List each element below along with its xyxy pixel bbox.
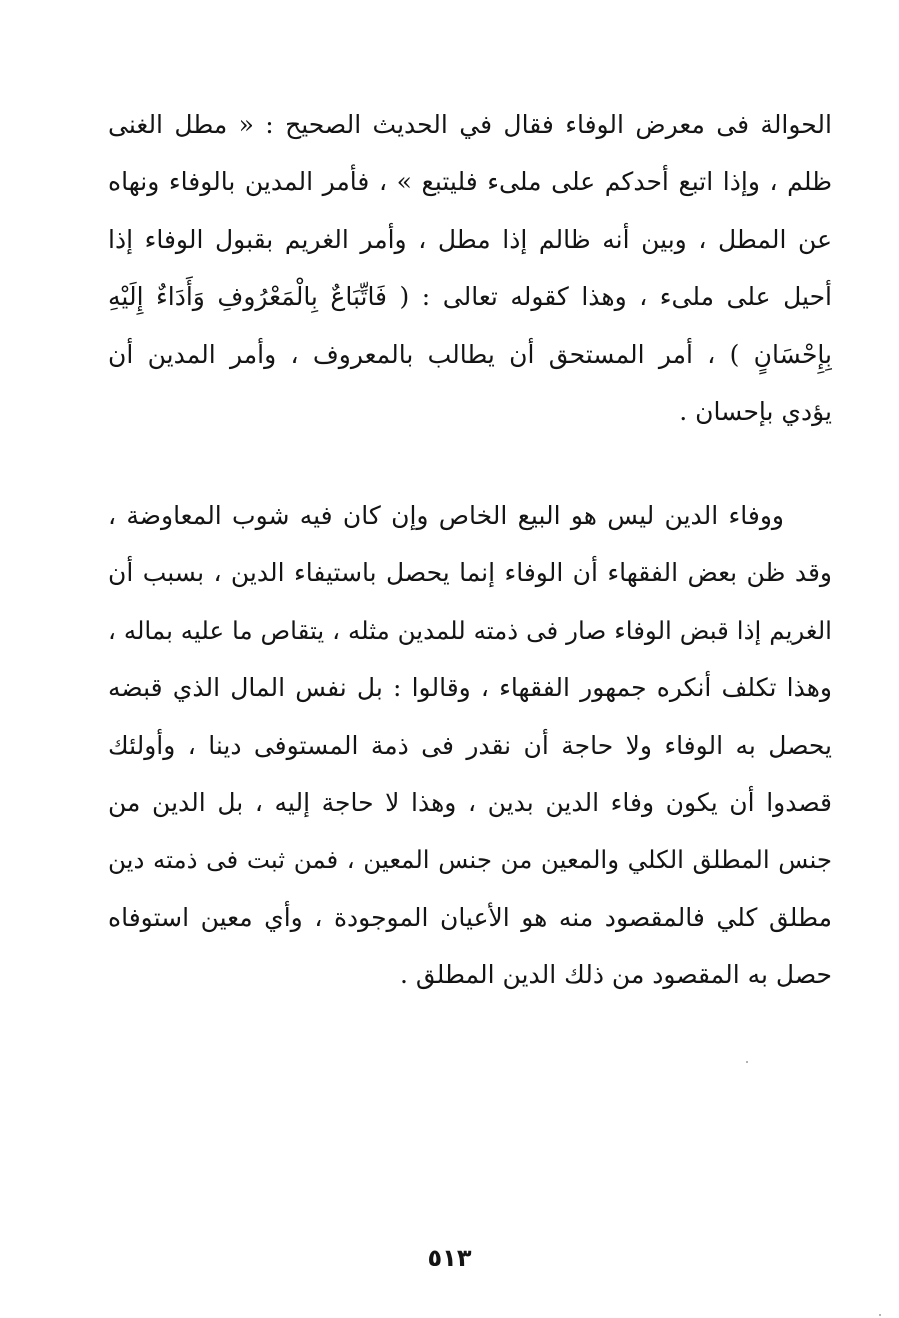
text-line-last: حصل به المقصود من ذلك الدين المطلق . [400,960,832,990]
text-line-with-quran-verse: أحيل على ملىء ، وهذا كقوله تعالى : ( فَاتِّبَاعٌ بِالْمَعْرُوفِ وَأَدَاءٌ إِلَيْهِ [108,282,832,312]
text-line: بِإِحْسَانٍ ) ، أمر المستحق أن يطالب بالمعروف ، وأمر المدين أن [108,339,832,369]
text-line: عن المطل ، وبين أنه ظالم إذا مطل ، وأمر الغريم بقبول الوفاء إذا [108,224,832,254]
text-line: الحوالة فى معرض الوفاء فقال في الحديث الصحيح : « مطل الغنى [108,110,832,139]
text-line-first: ووفاء الدين ليس هو البيع الخاص وإن كان فيه شوب المعاوضة ، [108,501,784,530]
scan-speck [879,1314,881,1316]
text-line: وقد ظن بعض الفقهاء أن الوفاء إنما يحصل باستيفاء الدين ، بسبب أن [108,558,832,588]
text-line: مطلق كلي فالمقصود منه هو الأعيان الموجودة ، وأي معين استوفاه [108,902,832,932]
text-line: جنس المطلق الكلي والمعين من جنس المعين ، فمن ثبت فى ذمته دين [108,845,832,875]
paragraph-1 [108,96,832,440]
page-number: ٥١٣ [427,1244,472,1272]
text-line-last: يؤدي بإحسان . [679,396,832,426]
text-line: ظلم ، وإذا اتبع أحدكم على ملىء فليتبع » ، فأمر المدين بالوفاء ونهاه [108,167,832,197]
text-line: الغريم إذا قبض الوفاء صار فى ذمته للمدين مثله ، يتقاص ما عليه بماله ، [108,615,832,645]
paragraph-2 [108,487,832,1004]
scan-speck [746,1061,748,1063]
text-line: وهذا تكلف أنكره جمهور الفقهاء ، وقالوا : بل نفس المال الذي قبضه [108,673,832,703]
text-line: قصدوا أن يكون وفاء الدين بدين ، وهذا لا حاجة إليه ، بل الدين من [108,787,832,817]
text-line: يحصل به الوفاء ولا حاجة أن نقدر فى ذمة المستوفى دينا ، وأولئك [108,730,832,760]
